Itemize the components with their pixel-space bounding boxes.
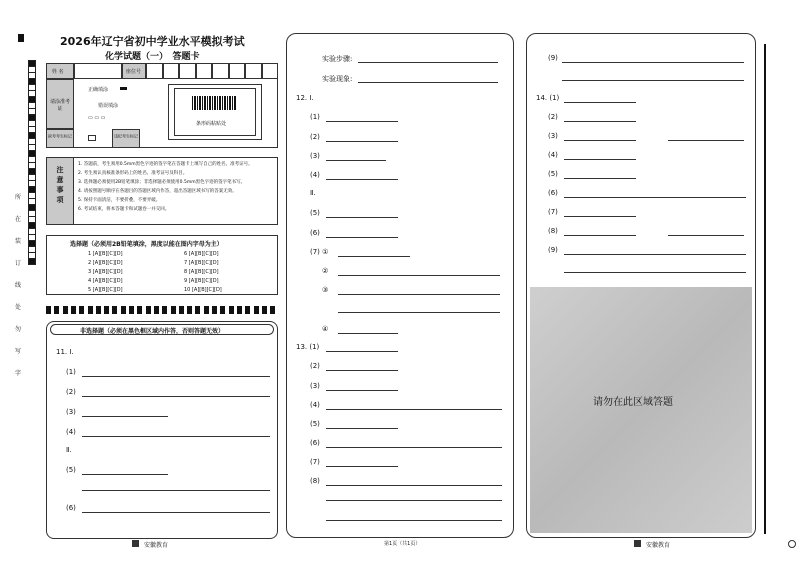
crosshair-icon: [788, 540, 796, 548]
answer-line[interactable]: [562, 62, 744, 63]
mc-row[interactable]: 1 [A][B][C][D]: [88, 251, 123, 257]
dash-mark: [137, 306, 142, 314]
q12-label: 12. Ⅰ.: [296, 94, 314, 102]
q12-item: (6): [310, 229, 320, 237]
card-subtitle: 化学试题（一） 答题卡: [105, 52, 200, 62]
dash-mark: [54, 306, 59, 314]
non-mc-box: [46, 321, 278, 539]
exp-step-label: 实验步骤:: [322, 55, 353, 63]
answer-line[interactable]: [326, 237, 398, 238]
q13-item: (7): [310, 458, 320, 466]
side-char: 装: [14, 238, 21, 245]
q13-item: (5): [310, 420, 320, 428]
dash-mark: [229, 306, 234, 314]
answer-line[interactable]: [326, 121, 398, 122]
q12-item: (4): [310, 171, 320, 179]
answer-line[interactable]: [564, 235, 636, 236]
answer-line[interactable]: [82, 436, 270, 437]
dash-mark: [79, 306, 84, 314]
name-label: 姓 名: [52, 69, 64, 75]
q13-item: (6): [310, 439, 320, 447]
mc-row[interactable]: 9 [A][B][C][D]: [184, 278, 219, 284]
no-answer-text: 请勿在此区域答题: [593, 397, 673, 408]
side-char: 处: [14, 304, 21, 311]
dash-mark: [146, 306, 151, 314]
answer-line[interactable]: [338, 312, 500, 313]
answer-line[interactable]: [564, 216, 636, 217]
notice-title: 注意事项: [56, 166, 64, 204]
seat-cell[interactable]: [146, 63, 163, 79]
dash-mark: [171, 306, 176, 314]
answer-line[interactable]: [326, 351, 398, 352]
right-border-line: [764, 44, 766, 534]
side-char: 订: [14, 260, 21, 267]
dash-mark: [220, 306, 225, 314]
timing-mark: [28, 258, 36, 265]
dash-mark: [112, 306, 117, 314]
q12-subitem: ③: [322, 286, 329, 294]
dash-mark: [270, 306, 275, 314]
fill-label: 请涂准考证: [49, 99, 70, 112]
answer-line[interactable]: [326, 179, 398, 180]
barcode-label: 条形码粘贴处: [196, 121, 227, 127]
mc-row[interactable]: 6 [A][B][C][D]: [184, 251, 219, 257]
barcode-icon: [192, 96, 236, 110]
notice-list: [78, 160, 274, 214]
dash-mark: [187, 306, 192, 314]
mc-row[interactable]: 2 [A][B][C][D]: [88, 260, 123, 266]
side-char: 写: [14, 348, 21, 355]
answer-line[interactable]: [82, 512, 270, 513]
wrong-fill-label: 错误填涂: [98, 103, 119, 109]
answer-line[interactable]: [338, 294, 500, 295]
q14-item: (7): [548, 208, 558, 216]
exp-phenomenon-label: 实验现象:: [322, 75, 353, 83]
side-char: 在: [14, 216, 21, 223]
dash-mark: [129, 306, 134, 314]
mc-title: 选择题（必须用2B铅笔填涂，黑度以能在图内字母为主）: [70, 241, 223, 248]
dash-mark: [162, 306, 167, 314]
answer-line[interactable]: [326, 160, 386, 161]
dash-mark: [121, 306, 126, 314]
answer-line[interactable]: [82, 376, 270, 377]
answer-line[interactable]: [564, 102, 636, 103]
violation-label: 违纪考生标记: [114, 134, 139, 140]
name-field[interactable]: [74, 63, 122, 79]
q14-item: (5): [548, 170, 558, 178]
answer-line[interactable]: [564, 121, 636, 122]
column-2: [286, 33, 514, 538]
q12-item: (1): [310, 113, 320, 121]
mc-row[interactable]: 3 [A][B][C][D]: [88, 269, 123, 275]
dash-mark: [179, 306, 184, 314]
q14-item: (6): [548, 189, 558, 197]
right-fill-sample: [120, 87, 127, 90]
answer-line[interactable]: [326, 500, 502, 501]
mc-row[interactable]: 10 [A][B][C][D]: [184, 287, 222, 293]
answer-line[interactable]: [564, 254, 746, 255]
dash-mark: [204, 306, 209, 314]
exam-title: 2026年辽宁省初中学业水平模拟考试: [60, 35, 245, 48]
answer-line[interactable]: [82, 490, 270, 491]
dash-mark: [245, 306, 250, 314]
right-fill-label: 正确填涂: [88, 87, 109, 93]
seat-cell[interactable]: [163, 63, 180, 79]
dash-mark: [254, 306, 259, 314]
notice-item: 6. 考试结束，将本答题卡和试题卷一并交回。: [78, 207, 170, 212]
answer-line[interactable]: [326, 370, 398, 371]
answer-line[interactable]: [326, 485, 502, 486]
q12-item: (5): [310, 209, 320, 217]
q13-item: (3): [310, 382, 320, 390]
answer-line[interactable]: [326, 141, 398, 142]
footer-page: 第1页（共1页）: [384, 541, 421, 547]
q14-item: (2): [548, 113, 558, 121]
absent-label: 缺考考生标记: [48, 134, 73, 140]
mc-row[interactable]: 4 [A][B][C][D]: [88, 278, 123, 284]
seat-cell[interactable]: [196, 63, 213, 79]
q13-item: (2): [310, 362, 320, 370]
seat-cell[interactable]: [229, 63, 246, 79]
non-mc-title: 非选择题（必须在黑色框区域内作答，否则答题无效）: [80, 328, 225, 335]
seat-cell[interactable]: [179, 63, 196, 79]
dash-mark: [104, 306, 109, 314]
q13-item: (8): [310, 477, 320, 485]
side-char: 勿: [14, 326, 21, 333]
dash-mark: [262, 306, 267, 314]
answer-line[interactable]: [326, 409, 502, 410]
notice-item: 3. 选择题必须使用2B铅笔填涂；非选择题必须使用0.5mm黑色字迹的签字笔书写。: [78, 180, 246, 185]
q14-label: 14. (1): [536, 94, 560, 102]
dash-mark: [46, 306, 51, 314]
dash-mark: [237, 306, 242, 314]
footer-brand-right: 安徽教育: [646, 542, 671, 549]
answer-line[interactable]: [326, 447, 502, 448]
q13-label: 13. (1): [296, 343, 320, 351]
q12-subitem: ②: [322, 267, 329, 275]
side-char: 所: [14, 194, 21, 201]
answer-line[interactable]: [326, 217, 398, 218]
q9-label: (9): [548, 54, 558, 62]
mc-row[interactable]: 5 [A][B][C][D]: [88, 287, 123, 293]
answer-line[interactable]: [326, 466, 398, 467]
q13-item: (4): [310, 401, 320, 409]
q11-item: (1): [66, 368, 76, 376]
answer-line[interactable]: [564, 140, 636, 141]
answer-line[interactable]: [82, 474, 168, 475]
answer-line[interactable]: [564, 197, 746, 198]
q11-item: (5): [66, 466, 76, 474]
answer-line[interactable]: [338, 333, 398, 334]
answer-line[interactable]: [82, 396, 270, 397]
seat-label: 座位号: [126, 69, 142, 75]
answer-line[interactable]: [564, 178, 636, 179]
q12-item: (3): [310, 152, 320, 160]
answer-line[interactable]: [326, 390, 398, 391]
footer-brand-left: 安徽教育: [144, 542, 169, 549]
q14-item: (3): [548, 132, 558, 140]
mc-row[interactable]: 8 [A][B][C][D]: [184, 269, 219, 275]
q14-item: (4): [548, 151, 558, 159]
mc-row[interactable]: 7 [A][B][C][D]: [184, 260, 219, 266]
dash-mark: [195, 306, 200, 314]
dash-mark: [63, 306, 68, 314]
notice-item: 1. 答题前，考生须用0.5mm黑色字迹的签字笔在答题卡上填写自己的姓名、准考证号。: [78, 162, 253, 167]
seat-cell[interactable]: [212, 63, 229, 79]
dash-mark: [154, 306, 159, 314]
notice-item: 2. 考生须认真核准条形码上的姓名、准考证号及科目。: [78, 171, 188, 176]
answer-line[interactable]: [326, 428, 398, 429]
dash-mark: [212, 306, 217, 314]
side-char: 字: [14, 370, 21, 377]
q14-item: (9): [548, 246, 558, 254]
absent-checkbox[interactable]: [88, 135, 96, 141]
q11-item: (2): [66, 388, 76, 396]
q12-item: (7) ①: [310, 248, 329, 256]
answer-line[interactable]: [564, 159, 636, 160]
q11-item: (4): [66, 428, 76, 436]
no-answer-area: [530, 287, 752, 533]
answer-line[interactable]: [668, 140, 744, 141]
q12-part2: Ⅱ.: [310, 189, 316, 197]
dash-mark: [96, 306, 101, 314]
q11-item: (6): [66, 504, 76, 512]
answer-line[interactable]: [668, 235, 744, 236]
notice-item: 4. 请按照题号顺序在各题目的答题区域内作答，超出答题区域书写的答案无效。: [78, 189, 237, 194]
answer-line[interactable]: [338, 275, 500, 276]
q11-label: 11. Ⅰ.: [56, 348, 74, 356]
answer-line[interactable]: [82, 416, 168, 417]
answer-line[interactable]: [562, 80, 744, 81]
dash-mark: [88, 306, 93, 314]
dash-mark: [71, 306, 76, 314]
answer-line[interactable]: [564, 272, 746, 273]
notice-item: 5. 保持卡面清洁，不要折叠，不要弄破。: [78, 198, 161, 203]
side-char: 线: [14, 282, 21, 289]
answer-line[interactable]: [338, 256, 410, 257]
q11-part2: Ⅱ.: [66, 446, 72, 454]
answer-line[interactable]: [326, 520, 502, 521]
seat-cell[interactable]: [245, 63, 262, 79]
q12-item: (2): [310, 133, 320, 141]
q14-item: (8): [548, 227, 558, 235]
q12-subitem: ④: [322, 325, 329, 333]
q11-item: (3): [66, 408, 76, 416]
seat-cell[interactable]: [262, 63, 279, 79]
